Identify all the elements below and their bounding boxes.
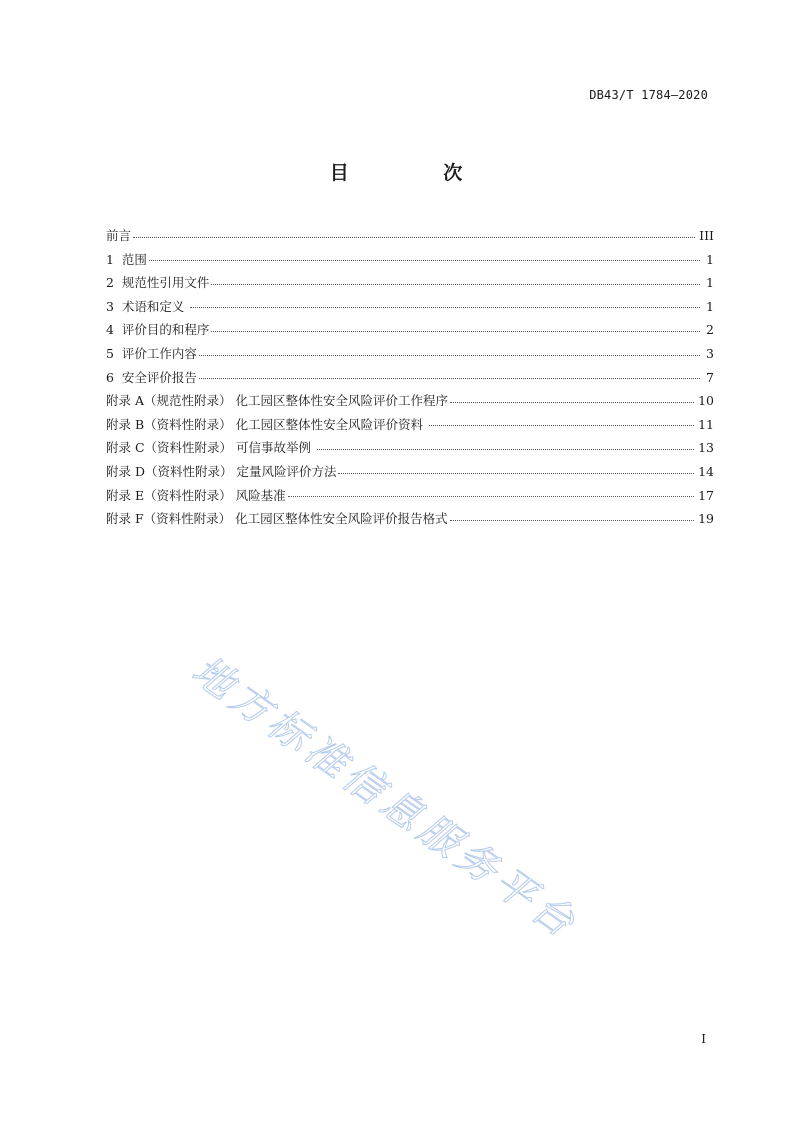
toc-entry-page: 1 (706, 251, 714, 267)
toc-leader-dots (199, 378, 700, 379)
toc-entry-terms[interactable] (106, 295, 714, 319)
toc-entry-label: 1 范围 (106, 251, 147, 267)
toc-entry-safety-report[interactable] (106, 366, 714, 390)
toc-entry-label: 附录 A（规范性附录） 化工园区整体性安全风险评价工作程序 (106, 393, 448, 409)
toc-entry-page: 7 (706, 369, 714, 385)
toc-leader-dots (429, 425, 694, 426)
toc-entry-scope[interactable] (106, 248, 714, 272)
toc-entry-label: 3 术语和定义 (106, 298, 189, 314)
toc-entry-page: 17 (698, 487, 714, 503)
document-code: DB43/T 1784—2020 (589, 88, 708, 102)
toc-entry-page: III (699, 228, 714, 243)
toc-entry-page: 2 (706, 322, 714, 338)
toc-entry-appendix-b[interactable] (106, 413, 714, 437)
toc-entry-page: 14 (698, 463, 714, 479)
toc-leader-dots (288, 496, 695, 497)
toc-entry-appendix-f[interactable] (106, 507, 714, 531)
toc-entry-label: 前言 (106, 228, 132, 243)
toc-entry-label: 4 评价目的和程序 (106, 322, 210, 338)
toc-entry-page: 3 (706, 345, 714, 361)
toc-leader-dots (338, 473, 694, 474)
toc-entry-foreword[interactable] (106, 224, 714, 248)
toc-leader-dots (450, 520, 694, 521)
page-number: I (701, 1032, 706, 1046)
toc-entry-label: 附录 B（资料性附录） 化工园区整体性安全风险评价资料 (106, 416, 428, 432)
toc-entry-appendix-c[interactable] (106, 436, 714, 460)
table-of-contents (106, 224, 714, 531)
toc-entry-label: 附录 D（资料性附录） 定量风险评价方法 (106, 463, 337, 479)
toc-leader-dots (133, 237, 695, 238)
toc-entry-page: 19 (698, 511, 714, 527)
toc-leader-dots (211, 284, 700, 285)
page-title: 目 次 (329, 162, 507, 184)
toc-entry-label: 附录 E（资料性附录） 风险基准 (106, 487, 286, 503)
toc-entry-label: 6 安全评价报告 (106, 369, 197, 385)
toc-leader-dots (317, 449, 694, 450)
toc-entry-appendix-a[interactable] (106, 389, 714, 413)
toc-entry-page: 10 (698, 393, 714, 409)
toc-leader-dots (149, 260, 700, 261)
toc-entry-page: 13 (698, 440, 714, 456)
toc-entry-page: 11 (698, 416, 714, 432)
toc-entry-page: 1 (706, 275, 714, 291)
toc-entry-label: 2 规范性引用文件 (106, 275, 210, 291)
toc-leader-dots (190, 307, 700, 308)
toc-entry-label: 附录 C（资料性附录） 可信事故举例 (106, 440, 315, 456)
toc-entry-page: 1 (706, 298, 714, 314)
watermark: 地方标准信息服务平台 (183, 647, 587, 949)
toc-entry-purpose-procedure[interactable] (106, 318, 714, 342)
toc-entry-normative-references[interactable] (106, 271, 714, 295)
toc-entry-label: 附录 F（资料性附录） 化工园区整体性安全风险评价报告格式 (106, 511, 448, 527)
toc-entry-appendix-d[interactable] (106, 460, 714, 484)
toc-entry-appendix-e[interactable] (106, 484, 714, 508)
toc-entry-work-content[interactable] (106, 342, 714, 366)
toc-leader-dots (450, 402, 694, 403)
toc-leader-dots (199, 355, 700, 356)
toc-leader-dots (211, 331, 700, 332)
toc-entry-label: 5 评价工作内容 (106, 345, 197, 361)
